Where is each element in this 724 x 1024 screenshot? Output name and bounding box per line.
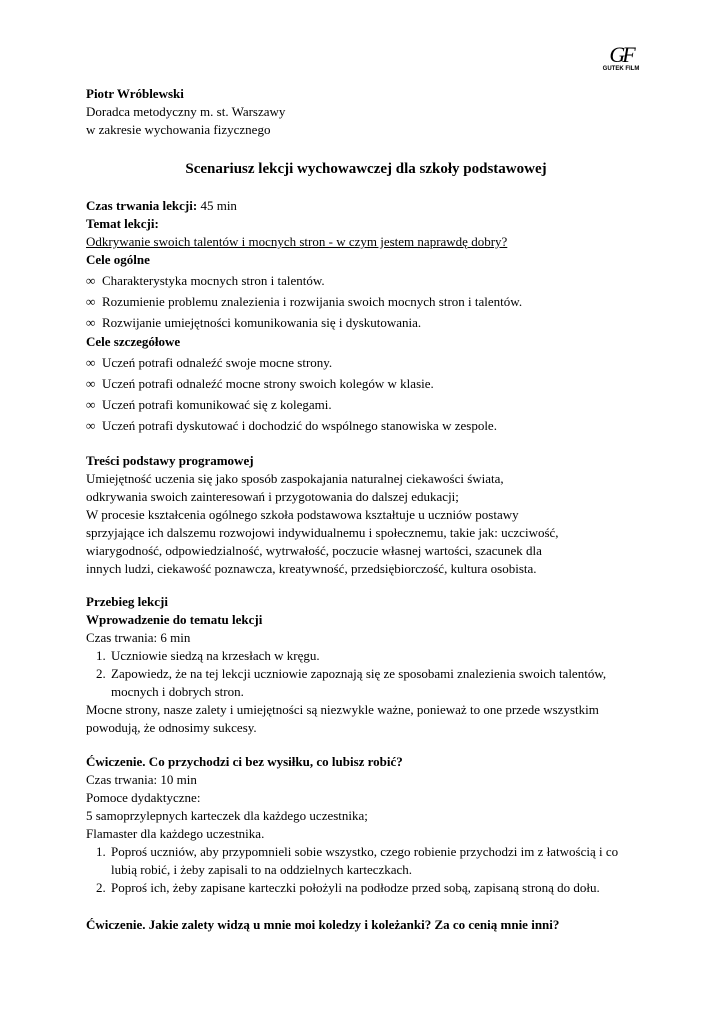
goals-general-heading: Cele ogólne bbox=[86, 252, 150, 267]
topic-label: Temat lekcji: bbox=[86, 216, 159, 231]
paragraph-line: sprzyjające ich dalszemu rozwojowi indywidualnemu i społecznemu, takie jak: uczciwość, bbox=[86, 525, 559, 540]
list-item: 2. Zapowiedz, że na tej lekcji uczniowie zapoznają się ze sposobami znalezienia swoich talentów, mocnych i dobrych stron. bbox=[96, 666, 607, 699]
curriculum-heading: Treści podstawy programowej bbox=[86, 453, 254, 468]
course-heading: Przebieg lekcji bbox=[86, 594, 168, 609]
exercise-1-duration: Czas trwania: 10 min bbox=[86, 772, 197, 787]
list-item: ∞ Uczeń potrafi odnaleźć mocne strony swoich kolegów w klasie. bbox=[86, 373, 646, 394]
list-item: 1. Uczniowie siedzą na krzesłach w kręgu. bbox=[96, 648, 320, 663]
paragraph-line: Umiejętność uczenia się jako sposób zaspokajania naturalnej ciekawości świata, bbox=[86, 471, 504, 486]
intro-steps-list bbox=[86, 647, 646, 701]
exercise-1-section bbox=[86, 753, 646, 897]
logo-mark: GF bbox=[609, 42, 633, 67]
paragraph-line: W procesie kształcenia ogólnego szkoła podstawowa kształtuje u uczniów postawy bbox=[86, 507, 519, 522]
lesson-info bbox=[86, 197, 646, 436]
list-item: ∞ Rozumienie problemu znalezienia i rozwijania swoich mocnych stron i talentów. bbox=[86, 291, 646, 312]
aid-item: Flamaster dla każdego uczestnika. bbox=[86, 826, 265, 841]
paragraph-line: odkrywania swoich zainteresowań i przygotowania do dalszej edukacji; bbox=[86, 489, 459, 504]
aids-label: Pomoce dydaktyczne: bbox=[86, 790, 201, 805]
duration-label: Czas trwania lekcji: bbox=[86, 198, 198, 213]
list-item: 1. Poproś uczniów, aby przypomnieli sobie wszystko, czego robienie przychodzi im z łatwością i co lubią robić, i żeby zapisali to na oddzielnych karteczkach. bbox=[96, 844, 619, 877]
infinity-bullet-icon: ∞ bbox=[86, 418, 96, 433]
topic-value: Odkrywanie swoich talentów i mocnych stron - w czym jestem naprawdę dobry? bbox=[86, 234, 508, 249]
author-block bbox=[86, 85, 285, 139]
exercise-1-heading: Ćwiczenie. Co przychodzi ci bez wysiłku, co lubisz robić? bbox=[86, 754, 403, 769]
list-item: ∞ Rozwijanie umiejętności komunikowania się i dyskutowania. bbox=[86, 312, 646, 333]
infinity-bullet-icon: ∞ bbox=[86, 273, 96, 288]
logo bbox=[598, 44, 644, 80]
duration-value: 45 min bbox=[197, 198, 237, 213]
list-item: 2. Poproś ich, żeby zapisane karteczki położyli na podłodze przed sobą, zapisaną stroną do dołu. bbox=[96, 880, 600, 895]
exercise-2-heading: Ćwiczenie. Jakie zalety widzą u mnie moi koledzy i koleżanki? Za co cenią mnie inni? bbox=[86, 917, 560, 932]
paragraph-line: powodują, że odnosimy sukcesy. bbox=[86, 720, 257, 735]
exercise-1-steps-list bbox=[86, 843, 646, 897]
infinity-bullet-icon: ∞ bbox=[86, 315, 96, 330]
infinity-bullet-icon: ∞ bbox=[86, 376, 96, 391]
goals-specific-list bbox=[86, 352, 646, 436]
logo-text: GUTEK FILM bbox=[602, 66, 640, 72]
infinity-bullet-icon: ∞ bbox=[86, 397, 96, 412]
intro-heading: Wprowadzenie do tematu lekcji bbox=[86, 612, 263, 627]
curriculum-section bbox=[86, 452, 646, 578]
infinity-bullet-icon: ∞ bbox=[86, 355, 96, 370]
list-item: ∞ Charakterystyka mocnych stron i talentów. bbox=[86, 270, 646, 291]
course-section bbox=[86, 593, 646, 737]
author-name: Piotr Wróblewski bbox=[86, 86, 184, 101]
list-item: ∞ Uczeń potrafi dyskutować i dochodzić do wspólnego stanowiska w zespole. bbox=[86, 415, 646, 436]
author-role: Doradca metodyczny m. st. Warszawy bbox=[86, 104, 286, 119]
paragraph-line: Mocne strony, nasze zalety i umiejętności są niezwykle ważne, ponieważ to one przede wszystkim bbox=[86, 702, 599, 717]
goals-specific-heading: Cele szczegółowe bbox=[86, 334, 181, 349]
list-item: ∞ Uczeń potrafi komunikować się z kolegami. bbox=[86, 394, 646, 415]
list-item: ∞ Uczeń potrafi odnaleźć swoje mocne strony. bbox=[86, 352, 646, 373]
document-title: Scenariusz lekcji wychowawczej dla szkoły podstawowej bbox=[185, 161, 547, 177]
exercise-2-section bbox=[86, 916, 646, 934]
goals-general-list bbox=[86, 270, 646, 333]
aid-item: 5 samoprzylepnych karteczek dla każdego uczestnika; bbox=[86, 808, 368, 823]
author-scope: w zakresie wychowania fizycznego bbox=[86, 122, 271, 137]
infinity-bullet-icon: ∞ bbox=[86, 294, 96, 309]
duration-line bbox=[86, 197, 646, 215]
intro-duration: Czas trwania: 6 min bbox=[86, 630, 191, 645]
paragraph-line: wiarygodność, odpowiedzialność, wytrwałość, poczucie własnej wartości, szacunek dla bbox=[86, 543, 542, 558]
paragraph-line: innych ludzi, ciekawość poznawcza, kreatywność, przedsiębiorczość, kultura osobista. bbox=[86, 561, 537, 576]
